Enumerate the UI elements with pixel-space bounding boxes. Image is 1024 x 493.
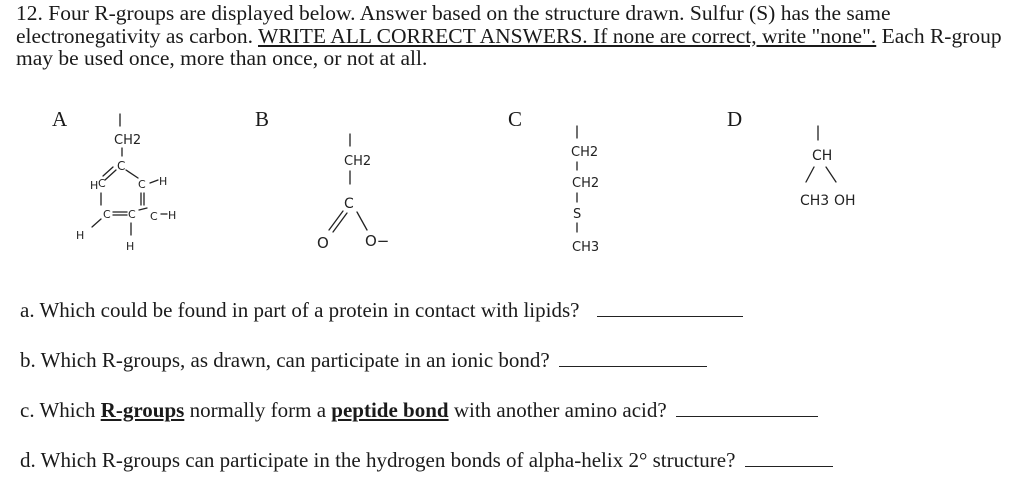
svg-text:C: C — [98, 177, 106, 190]
question-b — [20, 348, 707, 372]
svg-text:C: C — [138, 178, 146, 191]
label-d: D — [727, 107, 743, 131]
svg-text:H: H — [168, 209, 177, 222]
svg-text:C: C — [150, 210, 158, 223]
svg-text:C: C — [103, 208, 111, 221]
struct-d-oh: OH — [834, 193, 856, 209]
svg-text:H: H — [90, 179, 99, 192]
struct-c-ch2-1: CH2 — [571, 145, 599, 160]
structure-c-methionine — [560, 120, 680, 270]
struct-d-ch3: CH3 — [800, 193, 830, 209]
question-a — [20, 298, 743, 322]
question-prompt — [16, 2, 1006, 70]
structure-a-benzyl — [70, 108, 190, 268]
question-a-text: a. Which could be found in part of a protein in contact with lipids? — [20, 298, 580, 322]
label-a: A — [52, 107, 68, 131]
struct-b-c: C — [344, 196, 354, 212]
prompt-instruction: WRITE ALL CORRECT ANSWERS. If none are correct, write "none". — [258, 23, 877, 48]
prompt-intro: 12. Four R-groups are displayed below. Answer based on the structure drawn. Sulfur (S) has the same electronegativity as carbon. — [16, 1, 891, 48]
struct-c-ch3: CH3 — [572, 240, 600, 255]
svg-text:C: C — [128, 208, 136, 221]
question-d-text: d. Which R-groups can participate in the hydrogen bonds of alpha-helix 2° structure? — [20, 448, 736, 472]
struct-d-ch: CH — [812, 148, 833, 164]
struct-b-o: O — [317, 234, 329, 252]
struct-a-ch2: CH2 — [114, 133, 142, 148]
svg-text:H: H — [159, 175, 168, 188]
svg-text:H: H — [76, 229, 85, 242]
question-b-text: b. Which R-groups, as drawn, can participate in an ionic bond? — [20, 348, 550, 372]
label-b: B — [255, 107, 270, 131]
structure-d-threonine — [790, 120, 910, 230]
struct-c-ch2-2: CH2 — [572, 176, 600, 191]
struct-c-s: S — [573, 207, 582, 222]
prompt-usage-note: Each R-group may be used once, more than once, or not at all. — [16, 23, 1002, 70]
answer-blank-c[interactable] — [676, 398, 818, 417]
structure-b-carboxylate — [305, 128, 425, 268]
struct-a-c-top: C — [117, 159, 126, 173]
emphasis-peptide-bond: peptide bond — [331, 398, 449, 422]
answer-blank-d[interactable] — [745, 448, 833, 467]
question-d — [20, 448, 833, 472]
answer-blank-b[interactable] — [559, 348, 707, 367]
label-c: C — [508, 107, 523, 131]
svg-text:H: H — [126, 240, 135, 253]
answer-blank-a[interactable] — [597, 298, 743, 317]
struct-b-o-minus: O− — [365, 232, 390, 250]
question-c: c. Which R-groups normally form a peptide bond with another amino acid? — [20, 398, 818, 422]
struct-b-ch2: CH2 — [344, 154, 372, 169]
emphasis-r-groups: R-groups — [100, 398, 185, 422]
